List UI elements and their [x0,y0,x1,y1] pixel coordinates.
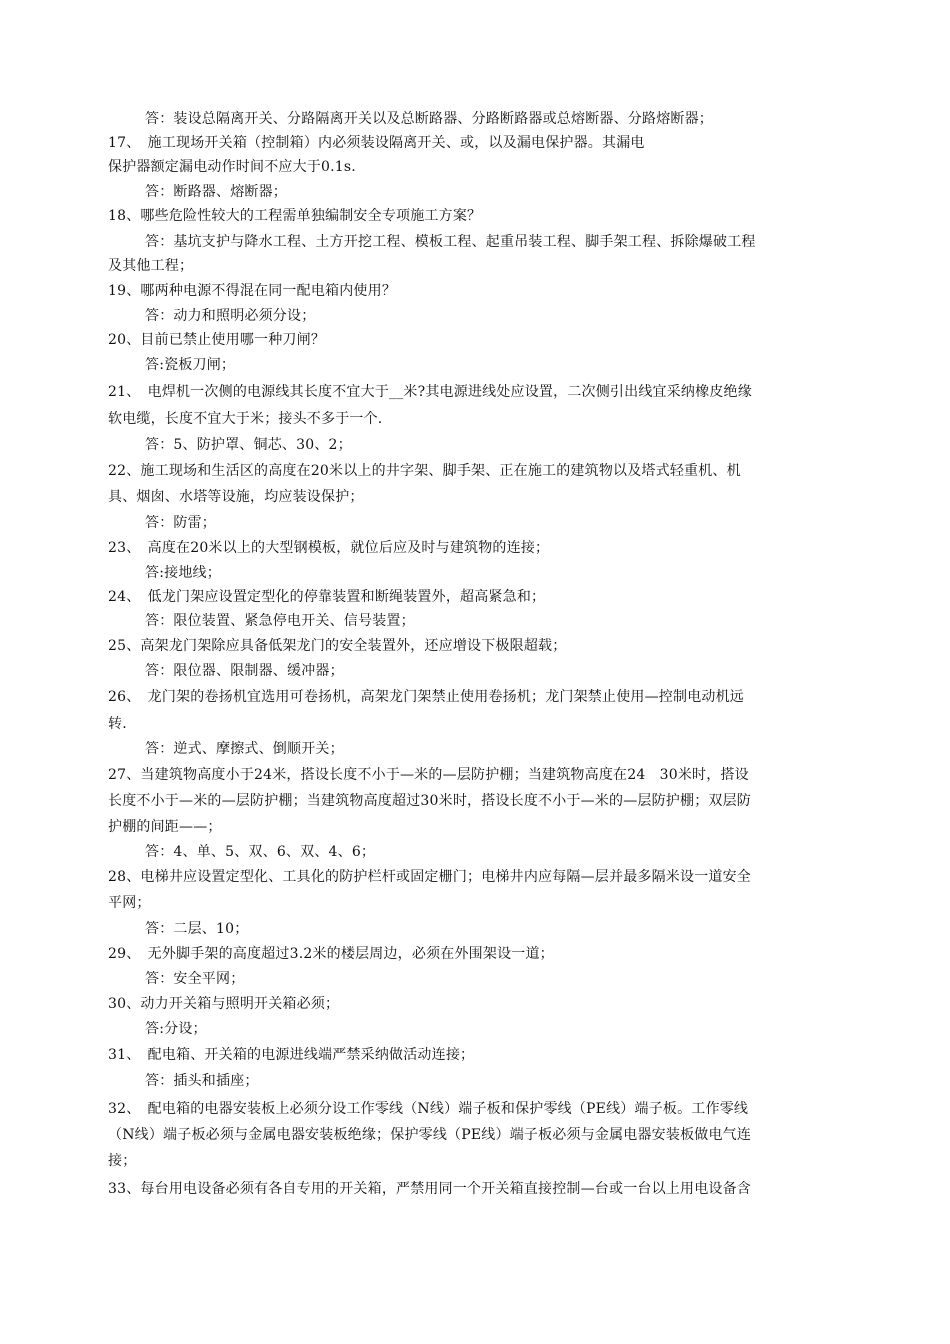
question-line: 20、目前已禁止使用哪一种刀闸？ [108,332,326,348]
question-line: 19、哪两种电源不得混在同一配电箱内使用？ [108,283,397,299]
question-line: 33、每台用电设备必须有各自专用的开关箱，严禁用同一个开关箱直接控制—台或一台以上用电设备含 [108,1181,752,1197]
question-line: 32、 配电箱的电器安装板上必须分设工作零线（N线）端子板和保护零线（PE线）端子板。工作零线 [108,1101,749,1117]
question-line: 28、电梯井应设置定型化、工具化的防护栏杆或固定栅门；电梯井内应每隔—层并最多隔米设一道安全 [108,869,752,885]
continuation-line: 软电缆，长度不宜大于米；接头不多于一个. [108,411,383,427]
question-line: 30、动力开关箱与照明开关箱必须； [108,996,340,1012]
continuation-line: 保护器额定漏电动作时间不应大于0.1s. [108,159,356,175]
question-line: 24、 低龙门架应设置定型化的停靠装置和断绳装置外，超高紧急和； [108,589,546,605]
answer-line: 答：安全平网； [145,971,245,987]
answer-line: 答：动力和照明必须分设； [145,308,316,324]
answer-line: 答：限位装置、紧急停电开关、信号装置； [145,613,415,629]
question-line: 17、 施工现场开关箱（控制箱）内必须装设隔离开关、或，以及漏电保护器。其漏电 [108,135,645,151]
answer-line: 答:瓷板刀闸； [145,357,236,373]
continuation-line: 护棚的间距——； [108,819,222,835]
question-line: 18、哪些危险性较大的工程需单独编制安全专项施工方案？ [108,208,482,224]
answer-line: 答：插头和插座； [145,1073,259,1089]
question-line: 22、施工现场和生活区的高度在20米以上的井字架、脚手架、正在施工的建筑物以及塔式轻重机、机 [108,463,741,479]
continuation-line: 及其他工程； [108,258,194,274]
question-line: 21、 电焊机一次侧的电源线其长度不宜大于__米?其电源进线处应设置，二次侧引出线宜采纳橡皮绝缘 [108,384,752,400]
continuation-line: 具、烟囱、水塔等设施，均应装设保护； [108,489,364,505]
answer-line: 答:接地线； [145,565,221,581]
answer-line: 答：逆式、摩擦式、倒顺开关； [145,741,344,757]
answer-line: 答：防雷； [145,515,216,531]
question-line: 25、高架龙门架除应具备低架龙门的安全装置外，还应增设下极限超载； [108,638,567,654]
continuation-line: （N线）端子板必须与金属电器安装板绝缘；保护零线（PE线）端子板必须与金属电器安装板做电气连 [108,1127,752,1143]
answer-line: 答：二层、10； [145,921,249,937]
answer-line: 答：4、单、5、双、6、双、4、6； [145,844,376,860]
answer-line: 答:分设； [145,1021,207,1037]
answer-line: 答：5、防护罩、铜芯、30、2； [145,437,352,453]
answer-line: 答：基坑支护与降水工程、土方开挖工程、模板工程、起重吊装工程、脚手架工程、拆除爆破工程 [145,234,756,250]
continuation-line: 平网； [108,895,151,911]
question-line: 27、当建筑物高度小于24米，搭设长度不小于—米的—层防护棚；当建筑物高度在24 30米时，搭设 [108,767,749,783]
continuation-line: 长度不小于—米的—层防护棚；当建筑物高度超过30米时，搭设长度不小于—米的—层防护棚；双层防 [108,793,752,809]
continuation-line: 接； [108,1153,137,1169]
question-line: 29、 无外脚手架的高度超过3.2米的楼层周边，必须在外围架设一道； [108,946,554,962]
continuation-line: 转. [108,716,127,732]
answer-line: 答：限位器、限制器、缓冲器； [145,663,344,679]
question-line: 26、 龙门架的卷扬机宜选用可卷扬机，高架龙门架禁止使用卷扬机；龙门架禁止使用—控制电动机远 [108,689,745,705]
question-line: 31、 配电箱、开关箱的电源进线端严禁采纳做活动连接； [108,1047,475,1063]
question-line: 23、 高度在20米以上的大型钢模板，就位后应及时与建筑物的连接； [108,540,550,556]
answer-line: 答：断路器、熔断器； [145,184,287,200]
answer-line: 答：装设总隔离开关、分路隔离开关以及总断路器、分路断路器或总熔断器、分路熔断器； [145,111,713,127]
